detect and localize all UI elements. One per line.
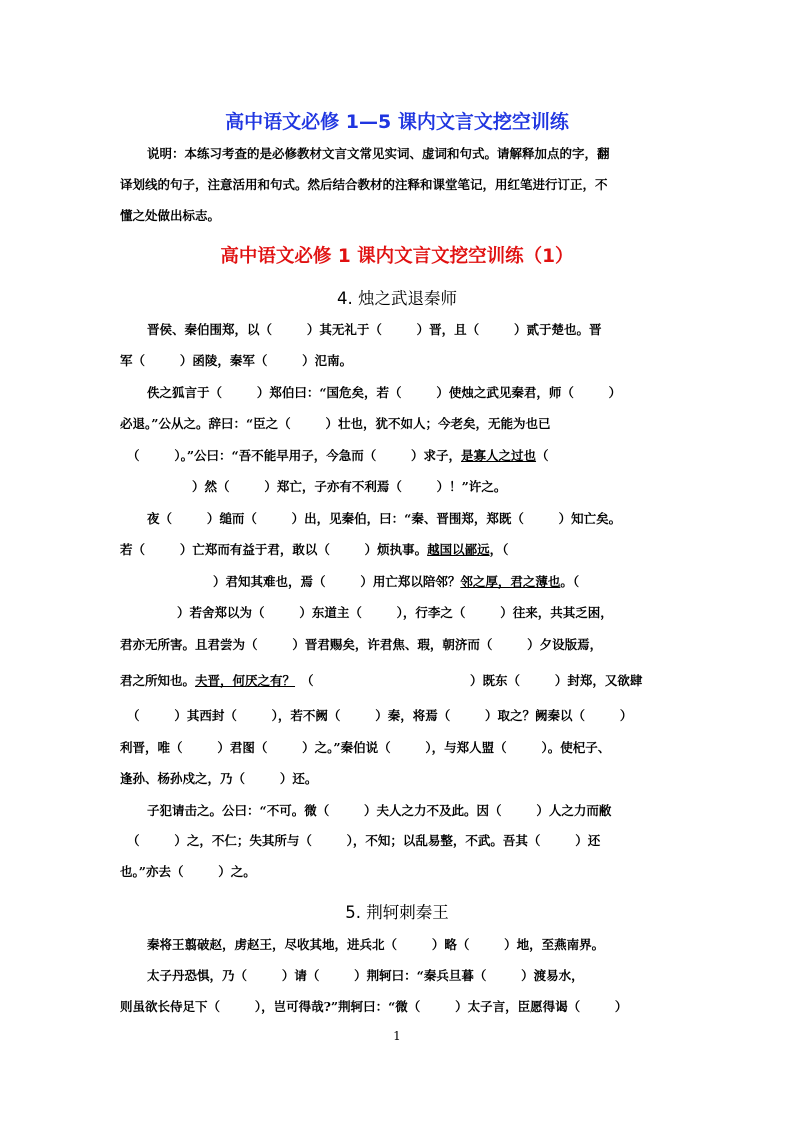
passage-line [127, 448, 794, 464]
passage-segment: ）君知其难也，焉（ ）用亡郑以陪邻？ [213, 574, 461, 589]
passage-line [120, 542, 794, 558]
intro-line-3: 懂之处做出标志。 [120, 208, 221, 223]
passage-line: 君亦无所害。且君尝为（ ）晋君赐矣，许君焦、瑕，朝济而（ ）夕设版焉， [120, 637, 603, 652]
passage-line: （ ）之，不仁；失其所与（ ），不知；以乱易整，不武。吾其（ ）还 [127, 833, 601, 848]
passage-segment: 若（ ）亡郑而有益于君，敢以（ ）烦执事。 [120, 542, 428, 557]
passage-line: ）既东（ ）封郑，又欲肆 [470, 673, 643, 688]
document-title: 高中语文必修 1—5 课内文言文挖空训练 [225, 111, 569, 133]
underlined-sentence: 邻之厚，君之薄也 [460, 574, 561, 589]
passage-line: 夜（ ）缒而（ ）出，见秦伯，曰：“秦、晋围郑，郑既（ ）知亡矣。 [147, 511, 622, 526]
passage-segment: （ [536, 448, 549, 463]
intro-line-1: 说明：本练习考查的是必修教材文言文常见实词、虚词和句式。请解释加点的字，翻 [147, 146, 610, 161]
passage-line: 子犯请击之。公曰：“不可。微（ ）夫人之力不及此。因（ ）人之力而敝 [147, 803, 612, 818]
passage-segment: 君之所知也。 [120, 673, 196, 688]
intro-line-2: 译划线的句子，注意活用和句式。然后结合教材的注释和课堂笔记，用红笔进行订正，不 [120, 177, 608, 192]
passage-line: 逢孙、杨孙戍之，乃（ ）还。 [120, 771, 318, 786]
lesson-4-heading: 4. 烛之武退秦师 [337, 289, 457, 308]
page-number: 1 [393, 1029, 401, 1043]
passage-line: ）若舍郑以为（ ）东道主（ ），行李之（ ）往来，共其乏困， [177, 605, 613, 620]
passage-line: 则虽欲长侍足下（ ），岂可得哉?”荆轲曰：“微（ ）太子言，臣愿得谒（ ） [120, 999, 628, 1014]
passage-line: 佚之狐言于（ ）郑伯曰：“国危矣，若（ ）使烛之武见秦君，师（ ） [147, 385, 622, 400]
passage-segment: ，（ [489, 542, 509, 557]
passage-line: 晋侯、秦伯围郑，以（ ）其无礼于（ ）晋，且（ ）贰于楚也。晋 [147, 322, 602, 337]
passage-segment: （ ）。”公曰：“吾不能早用子，今急而（ ）求子， [127, 448, 462, 463]
lesson-5-heading: 5. 荆轲刺秦王 [345, 903, 449, 922]
passage-line: ）然（ ）郑亡，子亦有不利焉（ ）！”许之。 [192, 479, 507, 494]
passage-line: 也。”亦去（ ）之。 [120, 864, 256, 879]
underlined-sentence: 夫晋，何厌之有？ [195, 673, 296, 688]
passage-line: 秦将王翦破赵，虏赵王，尽收其地，进兵北（ ）略（ ）地，至燕南界。 [147, 937, 605, 952]
section-subtitle: 高中语文必修 1 课内文言文挖空训练（1） [220, 246, 574, 267]
passage-line: 军（ ）函陵，秦军（ ）氾南。 [120, 353, 353, 368]
underlined-sentence: 是寡人之过也 [461, 448, 537, 463]
passage-line: 利晋，唯（ ）君图（ ）之。”秦伯说（ ），与郑人盟（ ）。使杞子、 [120, 740, 611, 755]
passage-line: 太子丹恐惧，乃（ ）请（ ）荆轲曰：“秦兵旦暮（ ）渡易水， [147, 968, 584, 983]
passage-line [213, 574, 794, 590]
underlined-sentence: 越国以鄙远 [427, 542, 490, 557]
passage-segment: 。（ [560, 574, 580, 589]
passage-segment: （ [301, 673, 314, 688]
passage-line: （ ）其西封（ ），若不阙（ ）秦，将焉（ ）取之？阙秦以（ ） [127, 708, 633, 723]
passage-line: 必退。”公从之。辞曰：“臣之（ ）壮也，犹不如人；今老矣，无能为也已 [120, 416, 551, 431]
